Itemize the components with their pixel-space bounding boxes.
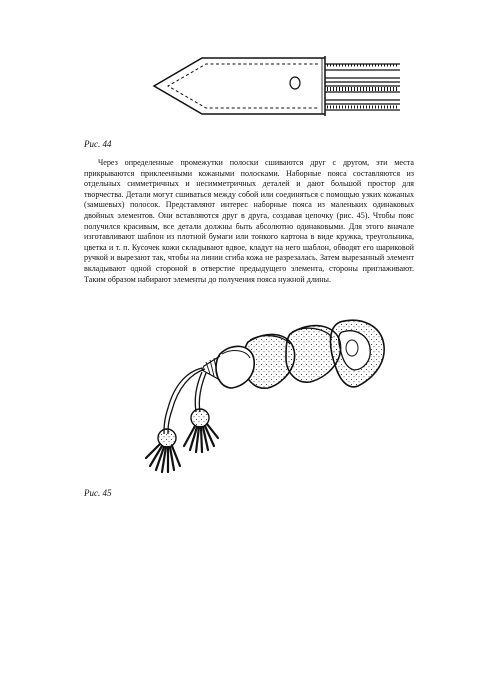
figure-44-caption: Рис. 44: [84, 139, 112, 149]
belt-tip-illustration: [150, 50, 405, 125]
figure-45-belt-chain-drawing: [140, 308, 395, 478]
body-paragraph: Через определенные промежутки полоски сшиваются друг с другом, эти места прикрываются приклеенными кожаными полосками. Наборные пояса составляются из отдельных симметричных и несимметричных деталей и дают большой простор для творчества. Детали могут сшиваться между собой или соединяться с помощью узких кожаных (замшевых) полосок. Представляют интерес наборные пояса из маленьких одинаковых двойных элементов. Они вставляются друг в друга, создавая цепочку (рис. 45). Чтобы пояс получился красивым, все детали должны быть абсолютно одинаковыми. Для этого вначале изготавливают шаблон из плотной бумаги или тонкого картона в виде кружка, треугольника, цветка и т. п. Кусочек кожи складывают вдвое, кладут на него шаблон, обводят его шариковой ручкой и вырезают так, чтобы на линии сгиба кожа не разрезалась. Затем вырезанный элемент вкладывают одной стороной в отверстие предыдущего элемента, стороны приглаживают. Таким образом набирают элементы до получения пояса нужной длины.: [84, 158, 414, 284]
figure-44-belt-tip-drawing: [150, 50, 405, 125]
figure-45-caption: Рис. 45: [84, 488, 112, 498]
belt-chain-illustration: [140, 308, 395, 478]
